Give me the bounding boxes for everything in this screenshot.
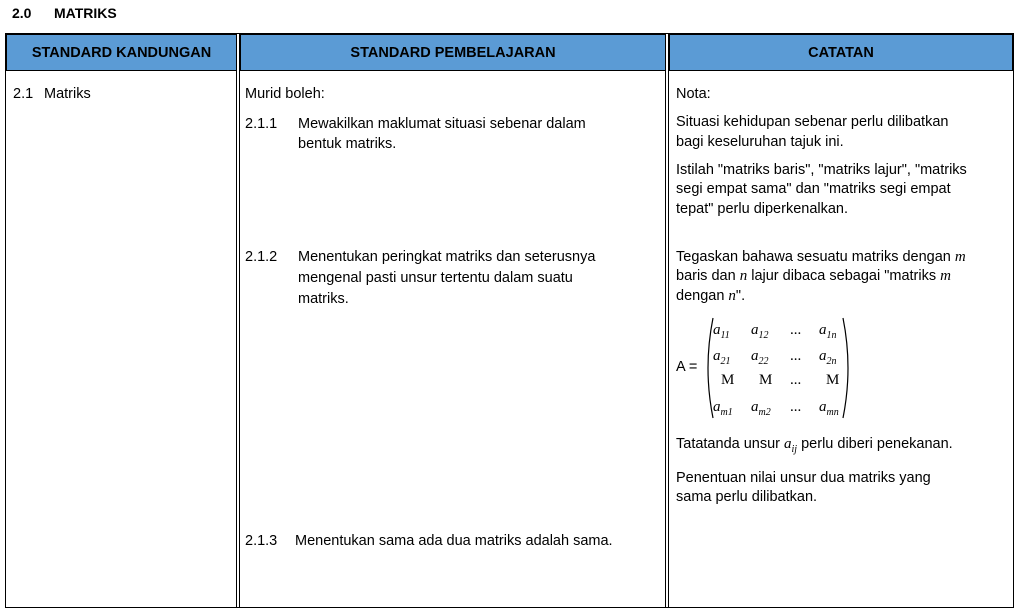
learning-item-text: Mewakilkan maklumat situasi sebenar dalam <box>298 116 586 132</box>
note-text: baris dan n lajur dibaca sebagai "matriks m <box>676 268 951 284</box>
matrix-element: $a_{m1}$ <box>713 399 733 418</box>
header-catatan: CATATAN <box>669 34 1013 71</box>
notes-label: Nota: <box>676 86 711 102</box>
column-divider <box>668 34 669 607</box>
learning-item-text: Menentukan peringkat matriks dan seterusnya <box>298 249 596 265</box>
note-text: dengan n". <box>676 288 746 304</box>
section-title: MATRIKS <box>54 5 117 21</box>
matrix-vdots: M <box>826 372 840 388</box>
matrix-element: $a_{2n}$ <box>819 348 837 367</box>
section-heading <box>12 5 117 21</box>
matrix-label: A = <box>676 359 698 375</box>
matrix-element: $a_{m2}$ <box>751 399 771 418</box>
content-standard-title: Matriks <box>44 86 91 102</box>
header-standard-kandungan: STANDARD KANDUNGAN <box>6 34 237 71</box>
matrix-ellipsis: ... <box>790 372 802 388</box>
learning-item-code: 2.1.2 <box>245 249 278 265</box>
learning-item-text: Menentukan sama ada dua matriks adalah sama. <box>295 533 613 549</box>
matrix-element: $a_{mn}$ <box>819 399 839 418</box>
matrix-element: $a_{12}$ <box>751 322 769 341</box>
note-text: bagi keseluruhan tajuk ini. <box>676 134 844 150</box>
learning-intro: Murid boleh: <box>245 86 325 102</box>
learning-item-code: 2.1.1 <box>245 116 278 132</box>
matrix-vdots: M <box>721 372 735 388</box>
matrix-vdots: M <box>759 372 773 388</box>
learning-item-text: mengenal pasti unsur tertentu dalam suatu <box>298 270 573 286</box>
note-text: Istilah "matriks baris", "matriks lajur", "matriks <box>676 162 967 178</box>
header-standard-pembelajaran: STANDARD PEMBELAJARAN <box>240 34 666 71</box>
matrix-ellipsis: ... <box>790 399 802 415</box>
matrix-ellipsis: ... <box>790 322 802 338</box>
note-text: Situasi kehidupan sebenar perlu dilibatkan <box>676 114 949 130</box>
note-text: Tatatanda unsur $a_{ij}$ perlu diberi penekanan. <box>676 436 953 455</box>
matrix-element: $a_{11}$ <box>713 322 730 341</box>
column-divider <box>239 34 240 607</box>
matrix-element: $a_{21}$ <box>713 348 731 367</box>
matrix-a <box>705 316 851 420</box>
content-standard-code: 2.1 <box>13 86 34 102</box>
note-text: Tegaskan bahawa sesuatu matriks dengan m <box>676 249 966 265</box>
note-text: Penentuan nilai unsur dua matriks yang <box>676 470 931 486</box>
note-text: sama perlu dilibatkan. <box>676 489 818 505</box>
learning-item-text: bentuk matriks. <box>298 136 397 152</box>
note-text: segi empat sama" dan "matriks segi empat <box>676 181 951 197</box>
column-divider <box>665 34 666 607</box>
matrix-element: $a_{1n}$ <box>819 322 837 341</box>
matrix-element: $a_{22}$ <box>751 348 769 367</box>
matrix-ellipsis: ... <box>790 348 802 364</box>
learning-item-text: matriks. <box>298 291 349 307</box>
learning-item-code: 2.1.3 <box>245 533 278 549</box>
column-divider <box>236 34 237 607</box>
section-number: 2.0 <box>12 5 32 21</box>
aij-symbol: $a_{ij}$ <box>784 436 798 455</box>
note-text: tepat" perlu diperkenalkan. <box>676 201 849 217</box>
